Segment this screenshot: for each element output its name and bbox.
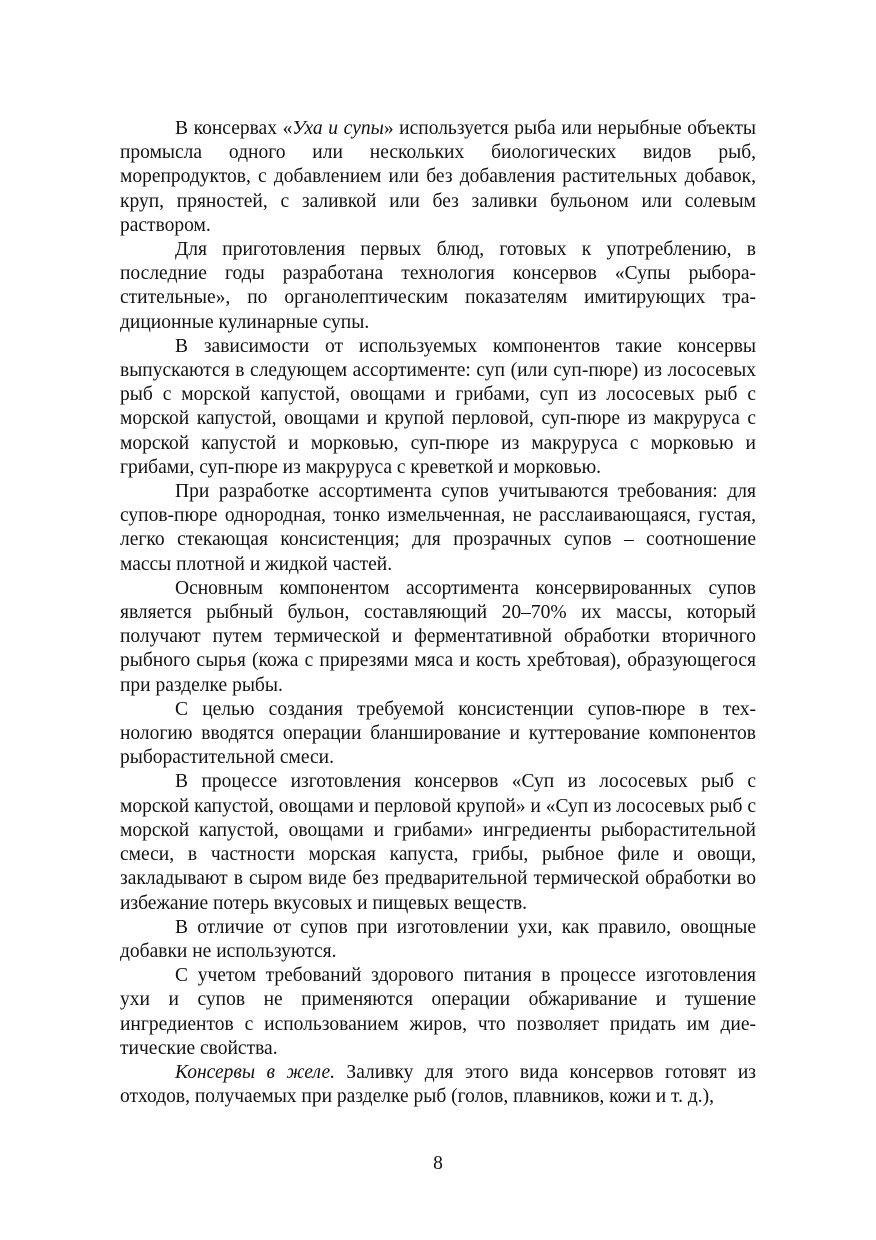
paragraph-healthy-diet <box>120 964 756 1061</box>
paragraph-lead-text: В консервах « <box>175 118 293 139</box>
paragraph-uha-difference <box>120 916 756 964</box>
paragraph-text: В отличие от супов при изготовлении ухи, как правило, овощные добавки не используются. <box>120 916 756 962</box>
paragraph-production-process <box>120 770 756 915</box>
paragraph-uha-i-supy <box>120 117 756 238</box>
paragraph-fish-broth <box>120 577 756 698</box>
paragraph-text: При разработке ассортимента супов учитываются требования: для супов-пюре однородная, тонко измельченная, не расслаивающаяся, густая, легко стекающая консистенция; для прозрачных супов – соотношение массы плотной и жидкой частей. <box>120 481 756 575</box>
paragraph-text: С целью создания требуемой консистенции супов-пюре в технологию вводятся операции бланширование и куттерование компонентов рыборастительной смеси. <box>120 698 756 769</box>
paragraph-requirements <box>120 480 756 577</box>
paragraph-text: С учетом требований здорового питания в процессе изготовления ухи и супов не применяются операции обжаривание и тушение ингредиентов с использованием жиров, что позволяет придать им диетические свойства. <box>120 965 756 1059</box>
paragraph-text: » используется рыба или нерыбные объекты промысла одного или нескольких биологических видов рыб, морепродуктов, с добавлением или без добавления растительных добавок, круп, пряностей, с заливкой или без заливки бульоном или солевым раствором. <box>120 118 756 236</box>
paragraph-text: Заливку для этого вида консервов готовят из отходов, получаемых при разделке рыб (голов, плавников, кожи и т. д.), <box>120 1061 756 1108</box>
paragraph-consistency <box>120 698 756 771</box>
page-body <box>120 117 756 1109</box>
paragraph-assortment <box>120 335 756 480</box>
paragraph-italic-term: Консервы в желе. <box>175 1061 335 1083</box>
paragraph-jelly-preserves <box>120 1061 756 1109</box>
paragraph-text: Основным компонентом ассортимента консервированных супов является рыбный бульон, составляющий 20–70% их массы, который получают путем термической и ферментативной обработки вторичного рыбного сырья (кожа с прирезями мяса и кость хребтовая), образующегося при разделке рыбы. <box>120 577 756 696</box>
paragraph-text: Для приготовления первых блюд, готовых к употреблению, в последние годы разработана технология консервов «Супы рыборастительные», по органолептическим показателям имитирующих традиционные кулинарные супы. <box>120 239 756 333</box>
paragraph-text: В процессе изготовления консервов «Суп из лососевых рыб с морской капустой, овощами и перловой крупой» и «Суп из лососевых рыб с морской капустой, овощами и грибами» ингредиенты рыборастительной смеси, в частности морская капуста, грибы, рыбное филе и овощи, закладывают в сыром виде без предварительной термической обработки во избежание потерь вкусовых и пищевых веществ. <box>120 771 756 914</box>
paragraph-italic-term: Уха и супы <box>292 118 384 139</box>
page-number: 8 <box>433 1153 443 1174</box>
paragraph-text: В зависимости от используемых компонентов такие консервы выпускаются в следующем ассортименте: суп (или суп-пюре) из лососевых рыб с морской капустой, овощами и грибами, суп из лососевых рыб с морской капустой, овощами и крупой перловой, суп-пюре из макруруса с морской капустой и морковью, суп-пюре из макруруса с морковью и грибами, суп-пюре из макруруса с креветкой и морковью. <box>120 335 756 478</box>
paragraph-soups-technology <box>120 238 756 335</box>
